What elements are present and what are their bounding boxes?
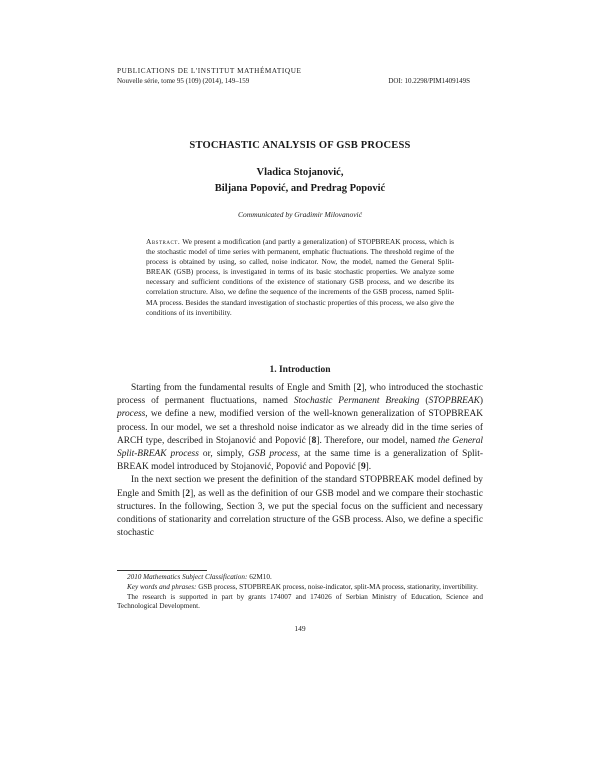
citation-link[interactable]: 9: [360, 462, 366, 473]
abstract-text: We present a modification (and partly a generalization) of STOPBREAK process, which is the stochastic model of time series with permanent, emphatic fluctuations. The threshold regime of the process is obtained by using, so called, noise indicator. Now, the model, named the General Split-BREAK (GSB) process, is investigated in terms of its basic stochastic properties. We analyze some necessary and sufficient conditions of the existence of stationary GSB process, and we describe its correlation structure. Also, we define the sequence of the increments of the GSB process, named Split-MA process. Besides the standard investigation of stochastic properties of this process, we also give the conditions of its invertibility.: [146, 237, 455, 317]
authors-line-2: Biljana Popović, and Predrag Popović: [214, 183, 386, 194]
citation-link[interactable]: 2: [356, 383, 362, 393]
footnotes: [117, 573, 483, 612]
citation-link[interactable]: 8: [311, 435, 317, 446]
abstract: [146, 237, 454, 318]
text: , we define a new, modified version of the well-known generalization of STOPBREAK process. In our model, we set a threshold noise indicator as we already did in the time series of ARCH type, described in Stojanović and Popović [: [117, 409, 483, 446]
footnote-support: The research is supported in part by grants 174007 and 174026 of Serbian Ministry of Education, Science and Technological Development.: [117, 592, 483, 611]
text: , at the same time is a generalization of Split-BREAK model introduced by Stojanović, Popović and Popović [: [117, 449, 483, 473]
msc-value: 62M10.: [247, 573, 272, 581]
text: ], who introduced the stochastic process of permanent fluctuations, named: [117, 383, 484, 407]
journal-name: PUBLICATIONS DE L'INSTITUT MATHÉMATIQUE: [117, 67, 302, 75]
text: ]. Therefore, our model, named: [316, 435, 439, 446]
citation-link[interactable]: 2: [185, 488, 191, 499]
text: Starting from the fundamental results of Engle and Smith [: [131, 383, 357, 393]
emphasis: STOPBREAK: [428, 396, 480, 407]
emphasis: Stochastic Permanent Breaking: [293, 396, 420, 407]
text: ].: [365, 462, 372, 473]
authors-line-1: Vladica Stojanović,: [256, 167, 344, 178]
footnote-keywords: [117, 583, 483, 593]
footnote-divider: [117, 570, 207, 571]
text: In the next section we present the definition of the standard STOPBREAK model defined by Engle and Smith [: [117, 475, 483, 499]
emphasis: GSB process: [248, 449, 298, 460]
page-number: 149: [294, 624, 306, 633]
keywords-label: Key words and phrases:: [127, 582, 197, 591]
body-text: [117, 382, 483, 540]
text: or, simply,: [198, 449, 249, 460]
communicated-by: Communicated by Gradimir Milovanović: [238, 210, 362, 219]
abstract-label: Abstract.: [146, 237, 181, 246]
text: ): [479, 396, 484, 407]
doi[interactable]: DOI: 10.2298/PIM1409149S: [388, 77, 470, 85]
footnote-msc: [117, 573, 483, 583]
authors: [0, 165, 600, 197]
paper-title: STOCHASTIC ANALYSIS OF GSB PROCESS: [189, 140, 411, 151]
paragraph-1: [117, 382, 483, 474]
emphasis: the General Split-BREAK process: [117, 435, 483, 460]
text: ], as well as the definition of our GSB model and we compare their stochastic structures. In the following, Section 3, we put the special focus on the sufficient and necessary conditions of stationarity and correlation structure of the GSB process. Also, we define a specific stochastic: [117, 488, 484, 539]
text: (: [419, 396, 429, 407]
emphasis: process: [117, 409, 146, 420]
msc-label: 2010 Mathematics Subject Classification:: [127, 573, 248, 581]
section-heading: 1. Introduction: [269, 365, 331, 375]
journal-series: Nouvelle série, tome 95 (109) (2014), 149–159: [117, 77, 250, 85]
paragraph-2: [117, 474, 483, 540]
keywords-value: GSB process, STOPBREAK process, noise-indicator, split-MA process, stationarity, invertibility.: [196, 582, 478, 591]
